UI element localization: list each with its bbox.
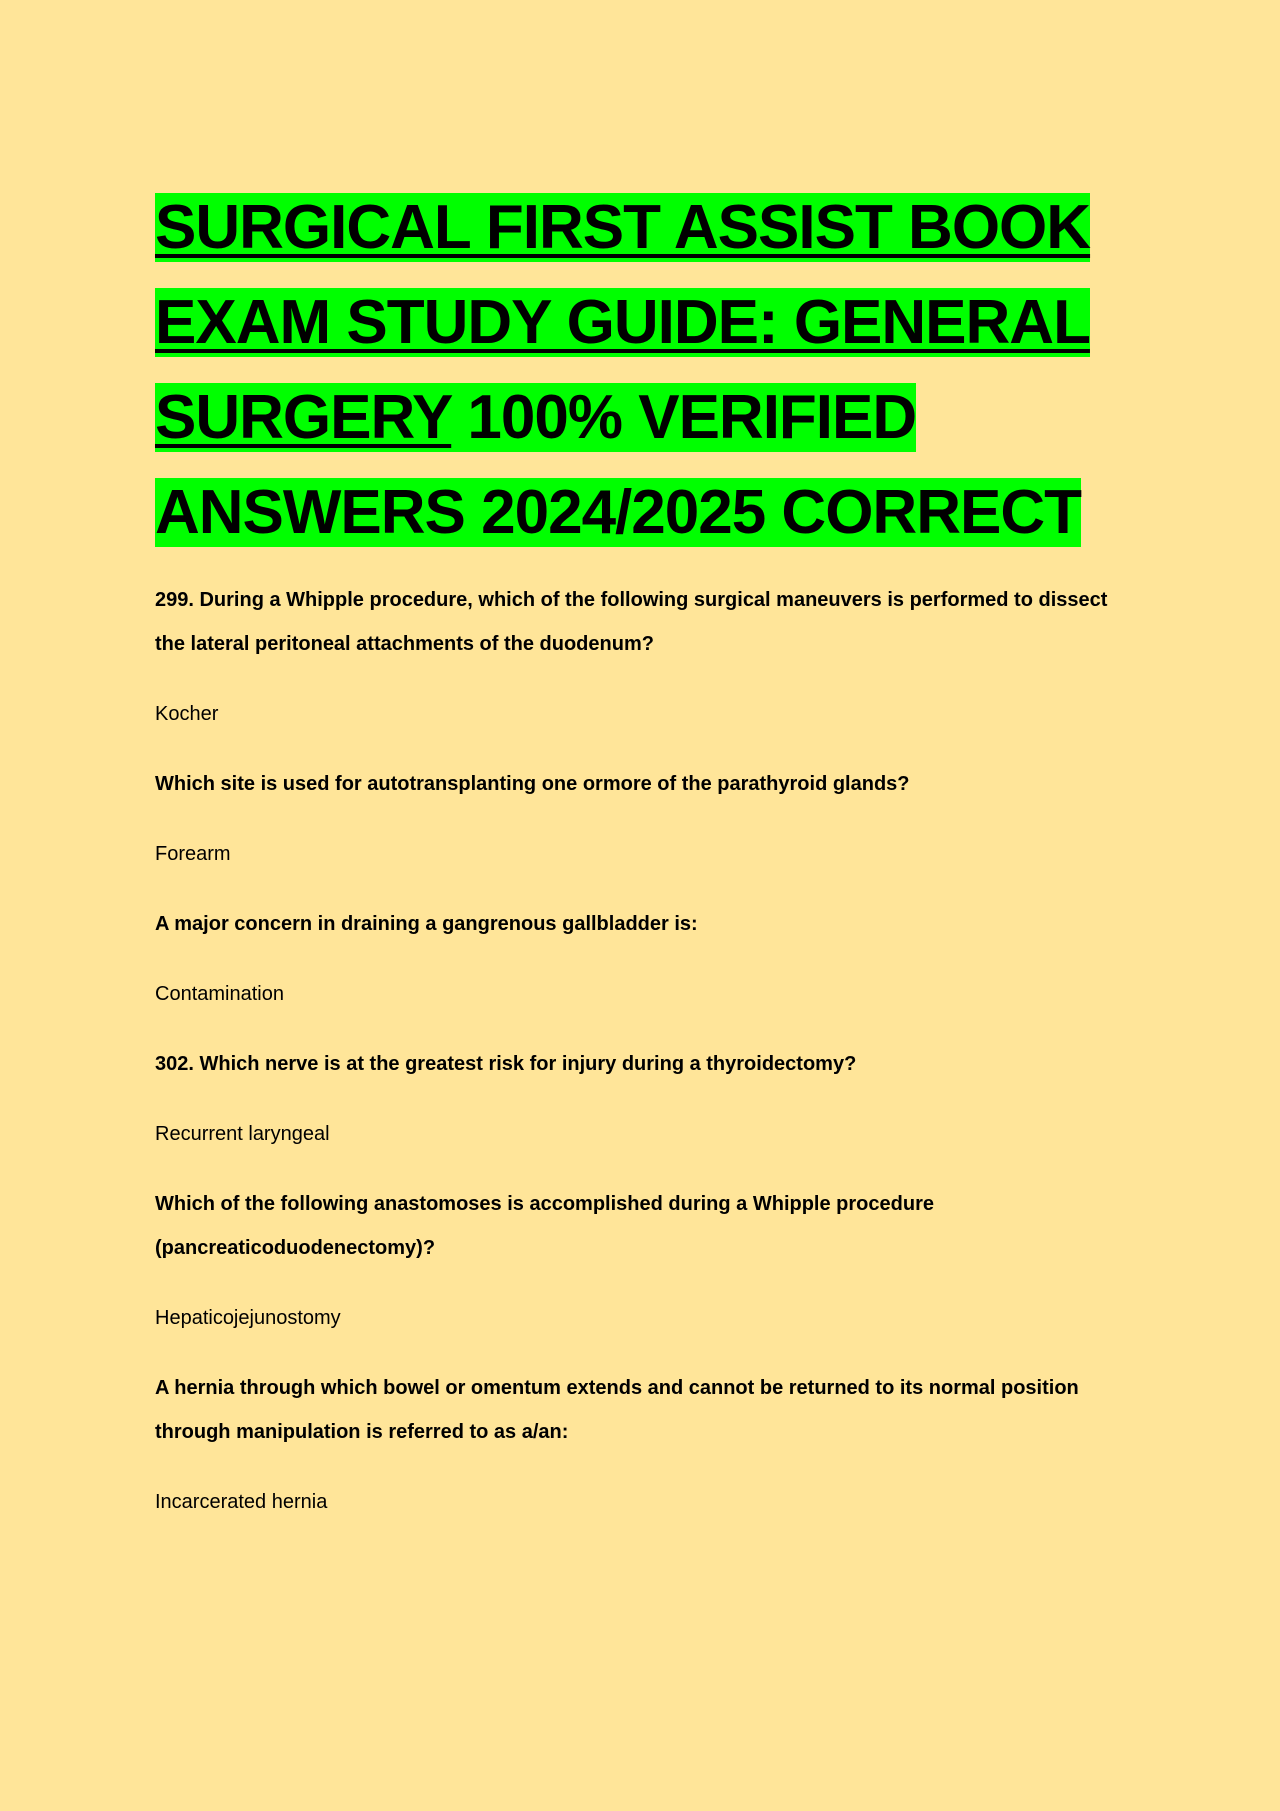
answer-text: Forearm <box>155 843 231 865</box>
document-title <box>155 180 1135 560</box>
qa-list <box>155 578 1135 1524</box>
question-text: A major concern in draining a gangrenous gallbladder is: <box>155 913 698 935</box>
question-text: Which site is used for autotransplanting one ormore of the parathyroid glands? <box>155 773 910 795</box>
document-page <box>155 180 1135 1550</box>
question-text: 299. During a Whipple procedure, which of the following surgical maneuvers is performed to dissect the lateral peritoneal attachments of the duodenum? <box>155 589 1108 655</box>
answer-text: Kocher <box>155 703 219 725</box>
question-text: Which of the following anastomoses is accomplished during a Whipple procedure (pancreaticoduodenectomy)? <box>155 1193 934 1259</box>
question-text: 302. Which nerve is at the greatest risk for injury during a thyroidectomy? <box>155 1053 857 1075</box>
title-plain-part: 100% VERIFIED ANSWERS 2024/2025 CORRECT <box>155 383 1081 547</box>
answer-text: Incarcerated hernia <box>155 1491 328 1513</box>
answer-text: Recurrent laryngeal <box>155 1123 330 1145</box>
question-text: A hernia through which bowel or omentum extends and cannot be returned to its normal position through manipulation is referred to as a/an: <box>155 1377 1079 1443</box>
answer-text: Hepaticojejunostomy <box>155 1307 341 1329</box>
answer-text: Contamination <box>155 983 284 1005</box>
title-underlined-part: SURGICAL FIRST ASSIST BOOK EXAM STUDY GUIDE: GENERAL SURGERY <box>155 193 1091 452</box>
